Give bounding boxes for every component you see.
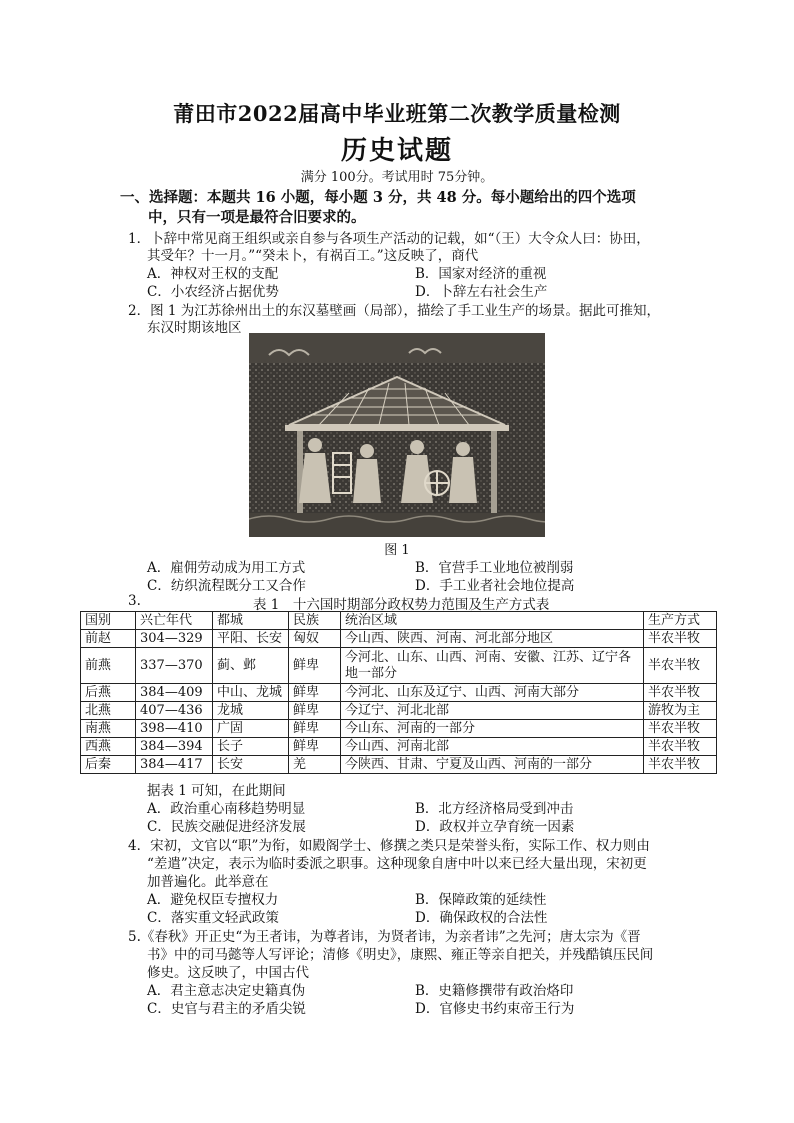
table-cell: 半农半牧: [644, 648, 717, 684]
q4-stem-line2: “差遣”决定，表示为临时委派之职事。这种现象自唐中叶以来已经大量出现，宋初更: [147, 856, 647, 872]
table-header-cell: 生产方式: [644, 612, 717, 630]
table-header-row: [81, 612, 717, 630]
table-cell: 平阳、长安: [213, 630, 289, 648]
q4-stem-line3: 加普遍化。此举意在: [147, 874, 269, 890]
q3-option-b: B．北方经济格局受到冲击: [415, 801, 574, 817]
table-row: [81, 702, 717, 720]
table-header-cell: 兴亡年代: [136, 612, 213, 630]
table-row: [81, 630, 717, 648]
q3-option-c: C．民族交融促进经济发展: [147, 819, 306, 835]
q1-option-d: D．卜辞左右社会生产: [415, 284, 548, 300]
q1-option-a: A．神权对王权的支配: [147, 266, 279, 282]
table-cell: 今辽宁、河北北部: [341, 702, 644, 720]
table-cell: 龙城: [213, 702, 289, 720]
q1-option-b: B．国家对经济的重视: [415, 266, 547, 282]
table-cell: 前燕: [81, 648, 136, 684]
section-heading-line1: 一、选择题：本题共 16 小题，每小题 3 分，共 48 分。每小题给出的四个选项: [120, 189, 636, 206]
table-cell: 羌: [289, 756, 341, 774]
table-row: [81, 756, 717, 774]
q5-stem-line3: 修史。这反映了，中国古代: [147, 965, 309, 981]
q5-stem-line2: 书》中的司马懿等人写评论；清修《明史》，康熙、雍正等亲自把关，并残酷镇压民间: [147, 947, 654, 963]
table-cell: 半农半牧: [644, 720, 717, 738]
table-cell: 384—409: [136, 684, 213, 702]
q4-stem-line1: 4．宋初，文官以“职”为衔，如殿阁学士、修撰之类只是荣誉头衔，实际工作、权力则由: [128, 838, 650, 854]
exam-meta: 满分 100分。考试用时 75分钟。: [300, 170, 494, 185]
q4-option-d: D．确保政权的合法性: [415, 910, 548, 926]
figure-caption: 图 1: [384, 543, 410, 558]
table-cell: 前赵: [81, 630, 136, 648]
table-cell: 后秦: [81, 756, 136, 774]
q5-option-a: A．君主意志决定史籍真伪: [147, 983, 306, 999]
exam-title: 莆田市2022届高中毕业班第二次教学质量检测: [173, 101, 621, 126]
q2-stem-line2: 东汉时期该地区: [147, 320, 242, 336]
table-cell: 半农半牧: [644, 684, 717, 702]
q3-stem: 据表 1 可知，在此期间: [147, 783, 286, 799]
table-cell: 304—329: [136, 630, 213, 648]
q3-number: 3.: [128, 593, 141, 609]
table-cell: 广固: [213, 720, 289, 738]
subject-title: 历史试题: [340, 136, 453, 166]
table-cell: 今山西、陕西、河南、河北部分地区: [341, 630, 644, 648]
q1-stem-line1: 1．卜辞中常见商王组织或亲自参与各项生产活动的记载，如“（王）大令众人曰：协田，: [128, 231, 650, 247]
table-header-cell: 都城: [213, 612, 289, 630]
q2-option-d: D．手工业者社会地位提高: [415, 578, 575, 594]
table-cell: 半农半牧: [644, 756, 717, 774]
q5-option-c: C．史官与君主的矛盾尖锐: [147, 1001, 306, 1017]
table-cell: 长子: [213, 738, 289, 756]
table-cell: 蓟、邺: [213, 648, 289, 684]
q2-option-a: A．雇佣劳动成为用工方式: [147, 560, 306, 576]
table-cell: 鲜卑: [289, 648, 341, 684]
table-cell: 南燕: [81, 720, 136, 738]
table-cell: 398—410: [136, 720, 213, 738]
table-row: [81, 738, 717, 756]
table-cell: 今河北、山东及辽宁、山西、河南大部分: [341, 684, 644, 702]
table-cell: 鲜卑: [289, 738, 341, 756]
table-cell: 匈奴: [289, 630, 341, 648]
table-cell: 384—417: [136, 756, 213, 774]
table-cell: 北燕: [81, 702, 136, 720]
table-row: [81, 684, 717, 702]
table-cell: 半农半牧: [644, 630, 717, 648]
q3-option-d: D．政权并立孕育统一因素: [415, 819, 575, 835]
section-heading-line2: 中，只有一项是最符合旧要求的。: [148, 209, 366, 226]
table-cell: 384—394: [136, 738, 213, 756]
q2-option-b: B．官营手工业地位被削弱: [415, 560, 574, 576]
q4-option-a: A．避免权臣专擅权力: [147, 892, 279, 908]
table-cell: 鲜卑: [289, 702, 341, 720]
table-cell: 今陕西、甘肃、宁夏及山西、河南的一部分: [341, 756, 644, 774]
table-title: 表 1 十六国时期部分政权势力范围及生产方式表: [253, 597, 550, 613]
table-row: [81, 720, 717, 738]
q2-option-c: C．纺织流程既分工又合作: [147, 578, 306, 594]
han-tomb-mural-image: [249, 333, 545, 537]
table-header-cell: 国别: [81, 612, 136, 630]
table-cell: 337—370: [136, 648, 213, 684]
q4-option-b: B．保障政策的延续性: [415, 892, 547, 908]
table-cell: 今河北、山东、山西、河南、安徽、江苏、辽宁各地一部分: [341, 648, 644, 684]
table-cell: 鲜卑: [289, 684, 341, 702]
table-header-cell: 民族: [289, 612, 341, 630]
table-row: [81, 648, 717, 684]
q5-stem-line1: 5.《春秋》开正史“为王者讳，为尊者讳，为贤者讳，为亲者讳”之先河；唐太宗为《晋: [128, 929, 641, 945]
table-cell: 长安: [213, 756, 289, 774]
mural-illustration: [249, 333, 545, 537]
table-cell: 游牧为主: [644, 702, 717, 720]
sixteen-kingdoms-table: [80, 611, 717, 774]
q2-stem-line1: 2．图 1 为江苏徐州出土的东汉墓壁画（局部），描绘了手工业生产的场景。据此可推知，: [128, 303, 661, 319]
table-cell: 鲜卑: [289, 720, 341, 738]
q3-option-a: A．政治重心南移趋势明显: [147, 801, 306, 817]
table-cell: 407—436: [136, 702, 213, 720]
table-cell: 西燕: [81, 738, 136, 756]
table-cell: 中山、龙城: [213, 684, 289, 702]
table-cell: 今山西、河南北部: [341, 738, 644, 756]
q5-option-d: D．官修史书约束帝王行为: [415, 1001, 575, 1017]
q1-option-c: C．小农经济占据优势: [147, 284, 279, 300]
q4-option-c: C．落实重文轻武政策: [147, 910, 279, 926]
table-cell: 半农半牧: [644, 738, 717, 756]
q1-stem-line2: 其受年？十一月。”“癸未卜，有祸百工。”这反映了，商代: [147, 248, 479, 264]
table-cell: 今山东、河南的一部分: [341, 720, 644, 738]
table-cell: 后燕: [81, 684, 136, 702]
table-header-cell: 统治区域: [341, 612, 644, 630]
q5-option-b: B．史籍修撰带有政治烙印: [415, 983, 574, 999]
